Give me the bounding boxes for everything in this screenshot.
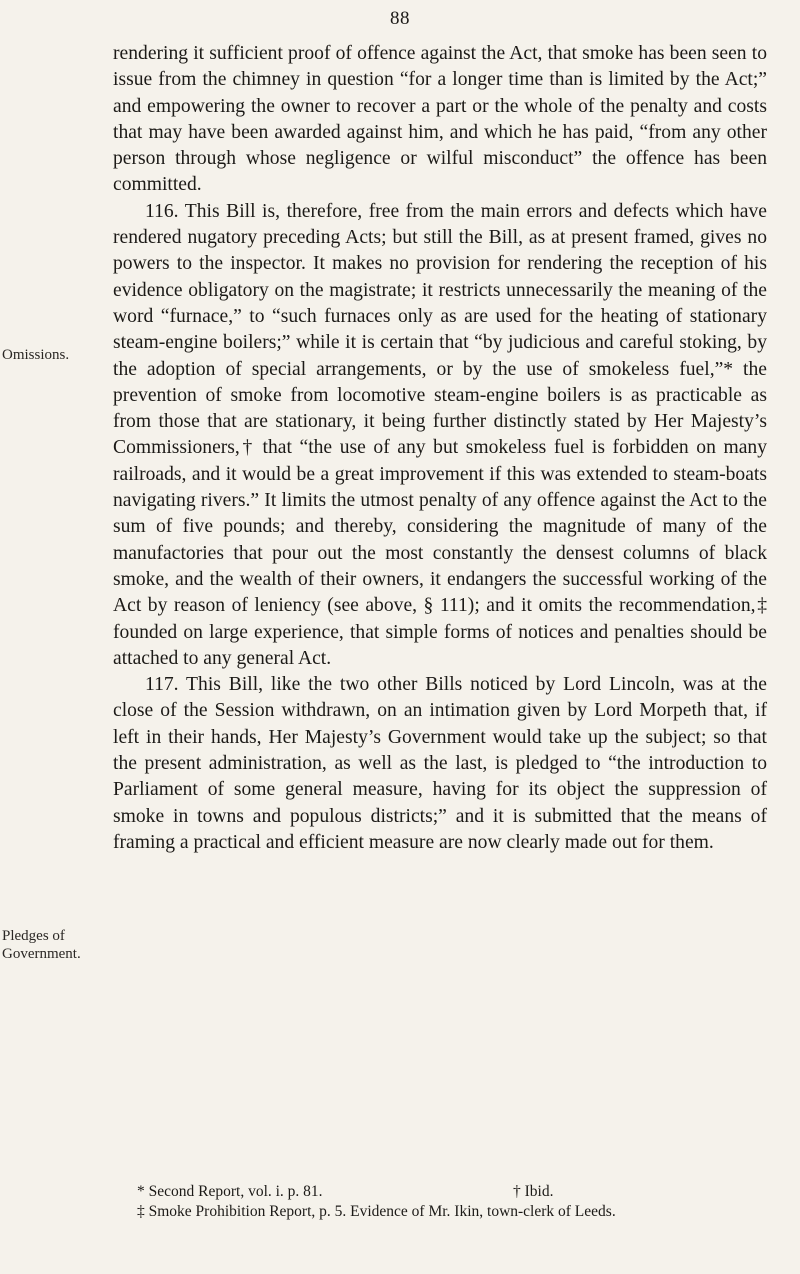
margin-note-omissions: Omissions. (2, 347, 70, 363)
paragraph-117: 117. This Bill, like the two other Bills noticed by Lord Lincoln, was at the close of the Session withdrawn, on an intimation given by Lord Morpeth that, if left in their hands, Her Majesty’s Government would take up the subject; so that the present administration, as well as the last, is pledged to “the introduction to Parliament of some general measure, having for its object the suppression of smoke in towns and populous districts;” and it is submitted that the means of framing a practical and efficient measure are now clearly made out for them. (113, 674, 767, 853)
page-number: 88 (390, 8, 410, 29)
footnote-row (113, 1202, 767, 1222)
footnote-double-dagger: ‡ Smoke Prohibition Report, p. 5. Evidence of Mr. Ikin, town-clerk of Leeds. (137, 1203, 616, 1220)
paragraph-continuation: rendering it sufficient proof of offence against the Act, that smoke has been seen to issue from the chimney in question “for a longer time than is limited by the Act;” and empowering the owner to recover a part or the whole of the penalty and costs that may have been awarded against him, and which he has paid, “from any other person through whose negligence or wilful misconduct” the offence has been committed. (113, 43, 767, 196)
footnote-star: * Second Report, vol. i. p. 81. (137, 1183, 323, 1200)
margin-note-pledges: Pledges of Government. (2, 928, 81, 962)
body-text (113, 41, 767, 856)
footnote-dagger: † Ibid. (513, 1183, 554, 1200)
paragraph-116: 116. This Bill is, therefore, free from the main errors and defects which have rendered nugatory preceding Acts; but still the Bill, as at present framed, gives no powers to the inspector. It makes no provision for rendering the reception of his evidence obligatory on the magistrate; it restricts unnecessarily the meaning of the word “furnace,” to “such furnaces only as are used for the heating of stationary steam-engine boilers;” while it is certain that “by judicious and careful stoking, by the adoption of special arrangements, or by the use of smokeless fuel,”* the prevention of smoke from locomotive steam-engine boilers is as practicable as from those that are stationary, it being further distinctly stated by Her Majesty’s Commissioners,† that “the use of any but smokeless fuel is forbidden on many railroads, and it would be a great improvement if this was extended to steam-boats navigating rivers.” It limits the utmost penalty of any offence against the Act to the sum of five pounds; and thereby, considering the magnitude of many of the manufactories that pour out the most constantly the densest columns of black smoke, and the wealth of their owners, it endangers the successful working of the Act by reason of leniency (see above, § 111); and it omits the recommendation,‡ founded on large experience, that simple forms of notices and penalties should be attached to any general Act. (113, 200, 767, 669)
footnote-row (113, 1182, 767, 1202)
footnotes (113, 1182, 767, 1222)
